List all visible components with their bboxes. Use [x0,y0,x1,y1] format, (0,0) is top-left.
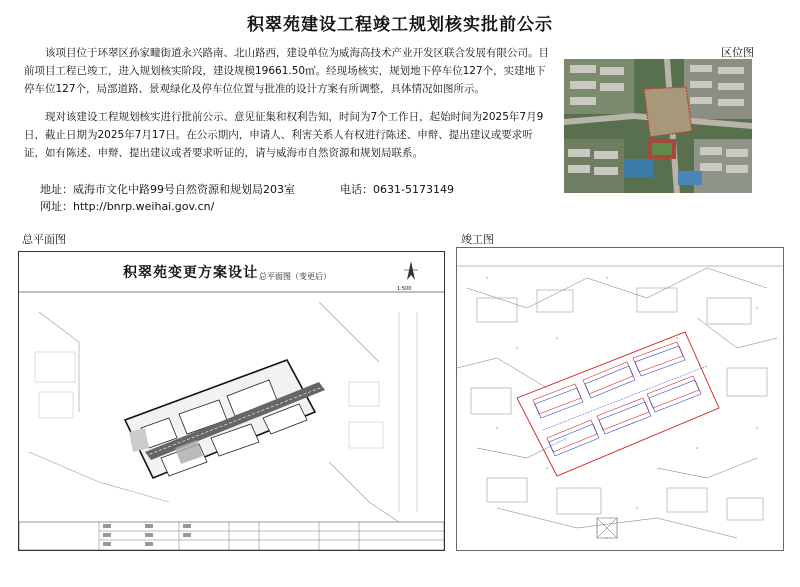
notice-paragraph-1: 该项目位于环翠区孙家疃街道永兴路南、北山路西，建设单位为威海高技术产业开发区联合发展有限公司。目前项目工程已竣工，进入规划核实阶段，建设规模19661.50㎡。经现场核实，规划地下停车位127个，实建地下停车位127个，局部道路、景观绿化及停车位位置与批准的设计方案有所调整，具体情况如图所示。 [24,47,549,95]
location-map-image [564,59,752,193]
phone-text: 电话：0631-5173149 [340,183,454,196]
site-plan-drawing [18,251,445,551]
as-built-linework [457,248,783,550]
contact-block [40,181,454,215]
as-built-label: 竣工图 [461,233,494,246]
website-text: 网址：http://bnrp.weihai.gov.cn/ [40,200,215,213]
location-map-label: 区位图 [721,46,754,59]
site-plan-label: 总平面图 [22,233,66,246]
notice-title: 积翠苑建设工程竣工规划核实批前公示 [247,15,553,35]
address-text: 地址：威海市文化中路99号自然资源和规划局203室 [40,183,295,196]
notice-paragraph-2: 现对该建设工程规划核实进行批前公示、意见征集和权利告知，时间为7个工作日，起始时间为2025年7月9日，截止日期为2025年7月17日。在公示期内，申请人、利害关系人有权进行陈述、申辩、提出建议或要求听证，如有陈述、申辩、提出建议或者要求听证的，请与威海市自然资源和规划局联系。 [24,111,544,159]
as-built-drawing [456,247,784,551]
site-plan-title: 积翠苑变更方案设计 [123,265,258,281]
site-plan-linework [19,252,444,550]
scale-text: 1:500 [397,286,412,292]
site-plan-subtitle: 总平面图（变更后） [259,272,331,281]
aerial-photo [564,59,752,193]
